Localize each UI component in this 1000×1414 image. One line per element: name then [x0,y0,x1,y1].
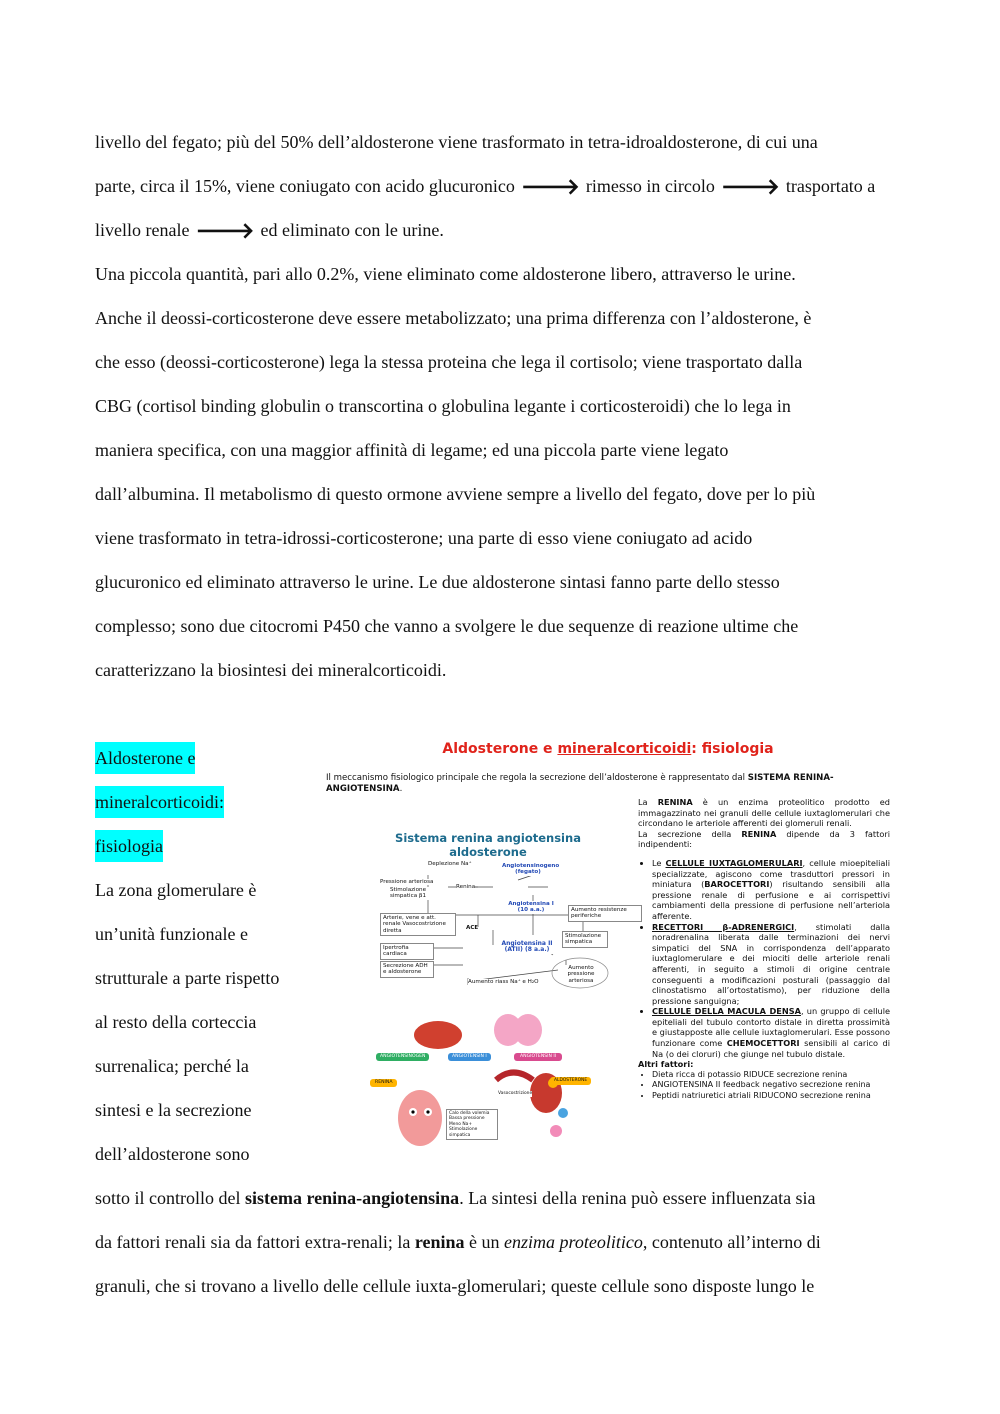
list-item: • CELLULE DELLA MACULA DENSA, un gruppo di cellule epiteliali del tubulo contorto distale in diretta prossimità e giustapposte alle cellule iuxtaglomerulari. Esse possono funzionare come CHEMOCETTORI sensibili al carico di Na (o dei cloruri) che giunge nel tubulo distale. [652,1006,890,1059]
diagram-node: Ipertrofia cardiaca [380,943,434,960]
text-span: livello renale [95,220,190,240]
diagram-pill: ALDOSTERONE [550,1077,591,1085]
text-line: da fattori renali sia da fattori extra‑renali; la renina è un enzima proteolitico, contenuto all’interno di [95,1232,821,1252]
diagram-node: Stimolazione simpatica β1 [386,887,430,900]
diagram-node: Aumento pressione arteriosa [564,965,598,984]
diagram-title: Sistema renina angiotensina aldosterone [395,831,581,859]
slide-intro: Il meccanismo fisiologico principale che regola la secrezione dell’aldosterone è rappresentato dal SISTEMA RENINA-ANGIOTENSINA. [326,773,834,794]
text-line: maniera specifica, con una maggior affinità di legame; ed una piccola parte viene legato [95,440,729,460]
list-item: • Peptidi natriuretici atriali RIDUCONO secrezione renina [652,1091,890,1102]
section-heading: Aldosterone e [95,747,195,769]
text-line: surrenalica; perché la [95,1056,249,1076]
text-span: rimesso in circolo [585,176,715,196]
diagram-node: Stimolazione simpatica [562,931,608,948]
list-item: • Le CELLULE IUXTAGLOMERULARI, cellule mioepiteliali specializzate, agiscono come trasduttori pressori in miniatura (BAROCETTORI) risultando sensibili alla pressione renale di perfusione e ai corrispettivi cambiamenti della pressione di perfusione nell’arteriola afferente. [652,858,890,922]
arrow-right-icon: 🡒 [720,175,780,200]
list-item: • ANGIOTENSINA II feedback negativo secrezione renina [652,1080,890,1091]
diagram-pill: ANGIOTENSINOGEN [376,1053,429,1061]
text-line: al resto della corteccia [95,1012,257,1032]
diagram-node: Aumento riass Na⁺ e H₂O [468,979,539,985]
list-item: • Dieta ricca di potassio RIDUCE secrezione renina [652,1070,890,1081]
text-span: trasportato a [785,176,876,196]
text-span: parte, circa il 15%, viene coniugato con acido glucuronico [95,176,515,196]
text-line: un’unità funzionale e [95,924,248,944]
text-line: strutturale a parte rispetto [95,968,280,988]
text-line: dell’aldosterone sono [95,1144,250,1164]
section-heading: fisiologia [95,835,163,857]
diagram-node: Pressione arteriosa [380,879,434,885]
arrow-right-icon: 🡒 [520,175,580,200]
text-line: complesso; sono due citocromi P450 che vanno a svolgere le due sequenze di reazione ultime che [95,616,799,636]
diagram-pill: ANGIOTENSIN I [448,1053,491,1061]
text-line: viene trasformato in tetra‑idrossi‑corticosterone; una parte di esso viene coniugato ad acido [95,528,753,548]
diagram-node: Secrezione ADH e aldosterone [380,961,434,978]
list-item: • RECETTORI β-ADRENERGICI, stimolati dalla noradrenalina liberata dalle terminazioni dei nervi simpatici del SNA in corrispondenza dell’apparato iuxtaglomerulare e dei miociti delle arteriole renali afferenti, in seguito a stimoli di origine centrale conseguenti a modificazioni posturali (passaggio dal clinostatismo all’ortostatismo), per riduzione della pressione sanguigna; [652,922,890,1007]
diagram-node: ACE [466,925,479,931]
diagram-node: Angiotensinogeno (fegato) [502,863,560,876]
diagram-pill: ANGIOTENSIN II [514,1053,562,1061]
diagram-node: Arterie, vene e att. renale Vasocostrizione diretta [380,913,456,936]
bold-term: sistema renina‑angiotensina [245,1188,460,1208]
text-span: ed eliminato con le urine. [260,220,444,240]
text-line: CBG (cortisol binding globulin o transcortina o globulina legante i corticosteroidi) che lo lega in [95,396,791,416]
text-line: glucuronico ed eliminato attraverso le urine. Le due aldosterone sintasi fanno parte dello stesso [95,572,780,592]
diagram-node: Vasocostrizione [498,1091,533,1096]
text-line: sotto il controllo del sistema renina‑angiotensina. La sintesi della renina può essere influenzata sia [95,1188,816,1208]
diagram-node: Renina [456,884,476,890]
diagram-pill: RENINA [370,1079,397,1087]
text-line: caratterizzano la biosintesi dei mineralcorticoidi. [95,660,447,680]
text-line: granuli, che si trovano a livello delle cellule iuxta‑glomerulari; queste cellule sono disposte lungo le [95,1276,815,1296]
diagram-node: Deplezione Na⁺ [428,861,472,867]
slide-right-text: La RENINA è un enzima proteolitico prodotto ed immagazzinato nei granuli delle cellule iuxtaglomerulari che circondano le arteriole afferenti dei glomeruli renali. La secrezione della RENINA dipende da 3 fattori indipendenti: • Le CELLULE IUXTAGLOMERULARI, cellule mioepiteliali specializzate, agiscono come trasduttori pressori in miniatura (BAROCETTORI) risultando sensibili alla pressione renale di perfusione e ai corrispettivi cambiamenti della pressione di perfusione nell’arteriola afferente. • RECETTORI β-ADRENERGICI, stimolati dalla noradrenalina liberata dalle terminazioni dei nervi simpatici del SNA in corrispondenza dell’apparato iuxtaglomerulare e dei miociti delle arteriole renali afferenti, in seguito a stimoli di origine centrale conseguenti a modificazioni posturali (passaggio dal clinostatismo all’ortostatismo), per riduzione della pressione sanguigna; • CELLULE DELLA MACULA DENSA, un gruppo di cellule epiteliali del tubulo contorto distale in diretta prossimità e giustapposte alle cellule iuxtaglomerulari. Esse possono funzionare come CHEMOCETTORI sensibili al carico di Na (o dei cloruri) che giunge nel tubulo distale. Altri fattori: • Dieta ricca di potassio RIDUCE secrezione renina • ANGIOTENSINA II feedback negativo secrezione renina • Peptidi natriuretici atriali RIDUCONO secrezione renina [638,797,890,1102]
text-line: dall’albumina. Il metabolismo di questo ormone avviene sempre a livello del fegato, dove per lo più [95,484,816,504]
slide-figure [318,735,898,1155]
text-line: livello del fegato; più del 50% dell’aldosterone viene trasformato in tetra‑idroaldosterone, di cui una [95,132,818,152]
slide-title: Aldosterone e mineralcorticoidi: fisiologia [442,741,774,757]
diagram-node: Angiotensina I (10 a.a.) [508,901,554,914]
diagram-node: Aumento resistenze periferiche [568,905,642,922]
diagram-node: Angiotensina II (ATII) (8 a.a.) [498,941,556,954]
section-heading: mineralcorticoidi: [95,791,224,813]
text-line: La zona glomerulare è [95,880,257,900]
arrow-right-icon: 🡒 [195,219,255,244]
text-line: Una piccola quantità, pari allo 0.2%, viene eliminato come aldosterone libero, attraverso le urine. [95,264,796,284]
text-line: Anche il deossi‑corticosterone deve essere metabolizzato; una prima differenza con l’aldosterone, è [95,308,812,328]
bold-term: renina [414,1232,465,1252]
diagram-list: Calo della volemia Bassa pressione Meno Na+ Stimolazione simpatica [446,1109,498,1140]
text-line: sintesi e la secrezione [95,1100,252,1120]
text-line [95,219,444,243]
text-line: che esso (deossi‑corticosterone) lega la stessa proteina che lega il cortisolo; viene trasportato dalla [95,352,803,372]
text-line [95,175,875,199]
italic-term: enzima proteolitico [504,1232,643,1252]
